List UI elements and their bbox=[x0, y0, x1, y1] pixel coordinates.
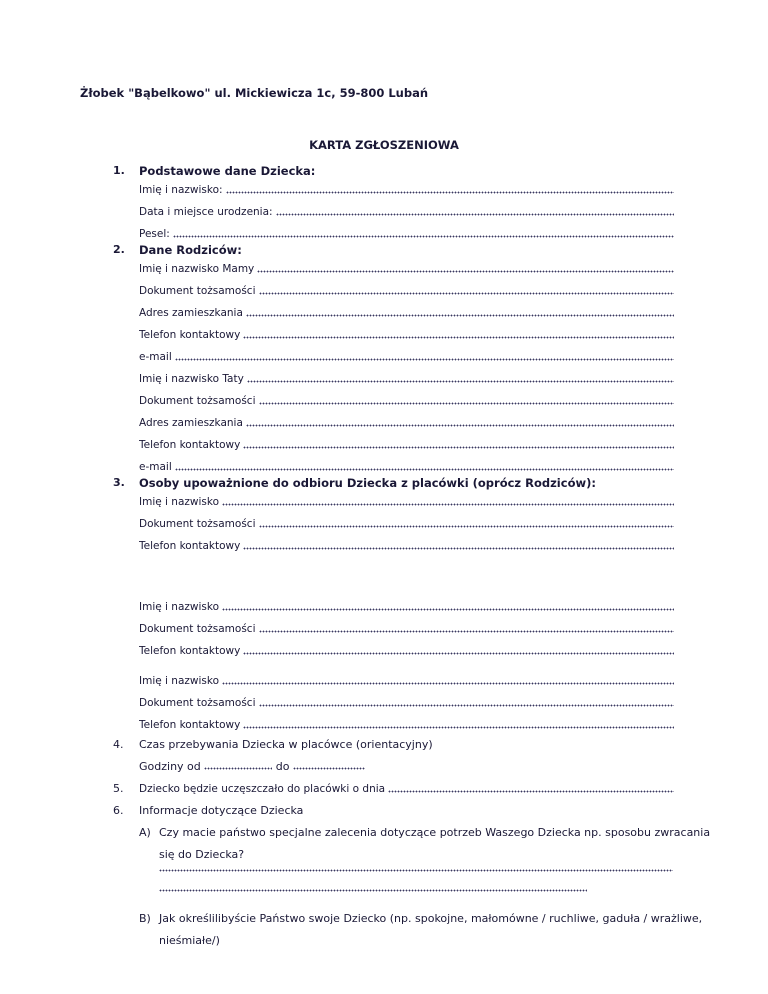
fill-line bbox=[173, 235, 674, 238]
fill-line bbox=[222, 608, 674, 611]
section-6-number: 6. bbox=[113, 804, 124, 817]
person2-phone-label: Telefon kontaktowy bbox=[139, 645, 241, 657]
fill-line bbox=[246, 424, 674, 427]
person3-phone-field[interactable] bbox=[139, 718, 674, 732]
child-pesel-label: Pesel: bbox=[139, 228, 170, 240]
mother-phone-label: Telefon kontaktowy bbox=[139, 329, 241, 341]
child-name-label: Imię i nazwisko: bbox=[139, 184, 223, 196]
father-email-field[interactable] bbox=[139, 460, 674, 474]
child-name-field[interactable] bbox=[139, 183, 674, 197]
father-name-label: Imię i nazwisko Taty bbox=[139, 373, 244, 385]
fill-line bbox=[243, 446, 674, 449]
fill-line bbox=[243, 547, 674, 550]
person1-phone-field[interactable] bbox=[139, 539, 674, 553]
person1-name-label: Imię i nazwisko bbox=[139, 496, 220, 508]
fill-line bbox=[246, 314, 674, 317]
hours-to-line[interactable] bbox=[293, 767, 365, 770]
father-address-field[interactable] bbox=[139, 416, 674, 430]
fill-line bbox=[247, 380, 674, 383]
fill-line bbox=[243, 726, 674, 729]
mother-name-field[interactable] bbox=[139, 262, 674, 276]
mother-address-label: Adres zamieszkania bbox=[139, 307, 243, 319]
hours-from-label: Godziny od bbox=[139, 760, 201, 773]
section-3-number: 3. bbox=[113, 476, 125, 489]
father-name-field[interactable] bbox=[139, 372, 674, 386]
child-birth-label: Data i miejsce urodzenia: bbox=[139, 206, 273, 218]
person1-id-label: Dokument tożsamości bbox=[139, 518, 256, 530]
father-id-field[interactable] bbox=[139, 394, 674, 408]
person2-phone-field[interactable] bbox=[139, 644, 674, 658]
fill-line bbox=[276, 213, 674, 216]
mother-phone-field[interactable] bbox=[139, 328, 674, 342]
person1-name-field[interactable] bbox=[139, 495, 674, 509]
fill-line bbox=[159, 869, 673, 872]
section-2-number: 2. bbox=[113, 243, 125, 256]
mother-id-label: Dokument tożsamości bbox=[139, 285, 256, 297]
fill-line bbox=[222, 682, 674, 685]
person3-name-label: Imię i nazwisko bbox=[139, 675, 220, 687]
nursery-header: Żłobek "Bąbelkowo" ul. Mickiewicza 1c, 59-800 Lubań bbox=[80, 86, 429, 100]
mother-id-field[interactable] bbox=[139, 284, 674, 298]
child-pesel-field[interactable] bbox=[139, 227, 674, 241]
question-b-marker: B) bbox=[139, 912, 151, 925]
start-date-field[interactable] bbox=[139, 782, 674, 796]
question-b-text-line1: Jak określilibyście Państwo swoje Dziecko (np. spokojne, małomówne / ruchliwe, gaduła / wrażliwe, bbox=[159, 912, 703, 925]
fill-line bbox=[226, 191, 674, 194]
person2-id-label: Dokument tożsamości bbox=[139, 623, 256, 635]
person2-name-label: Imię i nazwisko bbox=[139, 601, 220, 613]
section-5-number: 5. bbox=[113, 782, 124, 795]
section-4-title: Czas przebywania Dziecka w placówce (orientacyjny) bbox=[139, 738, 433, 751]
mother-email-field[interactable] bbox=[139, 350, 674, 364]
question-b-text-line2: nieśmiałe/) bbox=[159, 934, 220, 947]
answer-a-line-2[interactable] bbox=[159, 889, 587, 895]
fill-line bbox=[259, 292, 675, 295]
section-1-title: Podstawowe dane Dziecka: bbox=[139, 164, 316, 178]
hours-to-label: do bbox=[275, 760, 290, 773]
person3-phone-label: Telefon kontaktowy bbox=[139, 719, 241, 731]
father-email-label: e-mail bbox=[139, 461, 172, 473]
person3-id-label: Dokument tożsamości bbox=[139, 697, 256, 709]
question-a-text-line2: się do Dziecka? bbox=[159, 848, 245, 861]
fill-line bbox=[388, 790, 674, 793]
person2-name-field[interactable] bbox=[139, 600, 674, 614]
fill-line bbox=[243, 652, 674, 655]
fill-line bbox=[259, 704, 675, 707]
person2-id-field[interactable] bbox=[139, 622, 674, 636]
start-date-label: Dziecko będzie uczęszczało do placówki o dnia bbox=[139, 783, 386, 795]
section-3-title: Osoby upoważnione do odbioru Dziecka z placówki (oprócz Rodziców): bbox=[139, 476, 596, 490]
father-id-label: Dokument tożsamości bbox=[139, 395, 256, 407]
mother-email-label: e-mail bbox=[139, 351, 172, 363]
father-phone-field[interactable] bbox=[139, 438, 674, 452]
fill-line bbox=[243, 336, 674, 339]
fill-line bbox=[257, 270, 674, 273]
section-4-number: 4. bbox=[113, 738, 124, 751]
fill-line bbox=[259, 402, 675, 405]
fill-line bbox=[159, 889, 587, 892]
section-6-title: Informacje dotyczące Dziecka bbox=[139, 804, 304, 817]
father-address-label: Adres zamieszkania bbox=[139, 417, 243, 429]
answer-a-line-1[interactable] bbox=[159, 869, 673, 875]
hours-field[interactable] bbox=[139, 760, 365, 774]
person3-id-field[interactable] bbox=[139, 696, 674, 710]
mother-name-label: Imię i nazwisko Mamy bbox=[139, 263, 255, 275]
section-2-title: Dane Rodziców: bbox=[139, 243, 242, 257]
question-a-text-line1: Czy macie państwo specjalne zalecenia dotyczące potrzeb Waszego Dziecka np. sposobu zwracania bbox=[159, 826, 711, 839]
person3-name-field[interactable] bbox=[139, 674, 674, 688]
section-1-number: 1. bbox=[113, 164, 125, 177]
mother-address-field[interactable] bbox=[139, 306, 674, 320]
fill-line bbox=[175, 468, 674, 471]
person1-phone-label: Telefon kontaktowy bbox=[139, 540, 241, 552]
fill-line bbox=[259, 630, 675, 633]
fill-line bbox=[175, 358, 674, 361]
fill-line bbox=[259, 525, 675, 528]
question-a-marker: A) bbox=[139, 826, 151, 839]
fill-line bbox=[222, 503, 674, 506]
person1-id-field[interactable] bbox=[139, 517, 674, 531]
hours-from-line[interactable] bbox=[204, 767, 272, 770]
father-phone-label: Telefon kontaktowy bbox=[139, 439, 241, 451]
child-birth-field[interactable] bbox=[139, 205, 674, 219]
form-title: KARTA ZGŁOSZENIOWA bbox=[309, 138, 459, 152]
